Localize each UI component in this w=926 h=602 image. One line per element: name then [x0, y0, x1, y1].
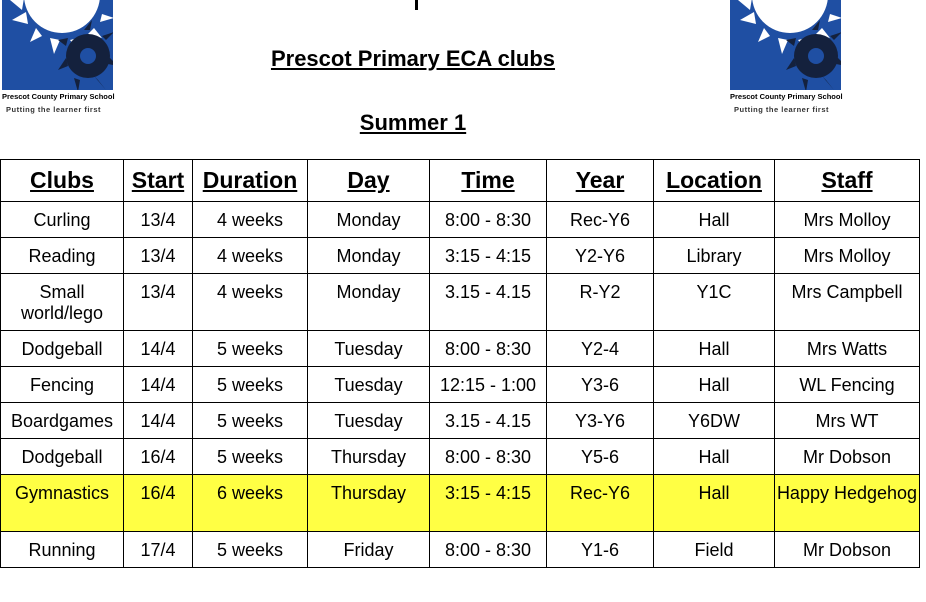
cell-location: Field: [654, 532, 775, 568]
cell-day: Tuesday: [308, 403, 430, 439]
cell-staff: WL Fencing: [775, 367, 920, 403]
cell-start: 13/4: [124, 202, 193, 238]
school-name: Prescot County Primary School: [730, 92, 843, 101]
cell-location: Hall: [654, 367, 775, 403]
cell-duration: 4 weeks: [193, 202, 308, 238]
cell-staff: Mr Dobson: [775, 532, 920, 568]
table-row-highlighted: [1, 475, 920, 532]
cell-location: Y6DW: [654, 403, 775, 439]
school-motto: Putting the learner first: [734, 105, 830, 114]
cell-year: Rec-Y6: [547, 475, 654, 532]
header-time: Time: [430, 160, 547, 202]
cell-club: Fencing: [1, 367, 124, 403]
cell-time: 8:00 - 8:30: [430, 202, 547, 238]
cell-year: Rec-Y6: [547, 202, 654, 238]
cell-club: Curling: [1, 202, 124, 238]
cell-year: Y1-6: [547, 532, 654, 568]
cell-location: Hall: [654, 202, 775, 238]
cell-start: 13/4: [124, 274, 193, 331]
cell-year: Y3-6: [547, 367, 654, 403]
cell-start: 13/4: [124, 238, 193, 274]
cell-staff: Mrs WT: [775, 403, 920, 439]
header-duration: Duration: [193, 160, 308, 202]
cell-day: Monday: [308, 238, 430, 274]
page-title: Prescot Primary ECA clubs: [270, 46, 556, 71]
cell-start: 16/4: [124, 439, 193, 475]
cell-staff: Happy Hedgehog: [775, 475, 920, 532]
header-clubs: Clubs: [1, 160, 124, 202]
cell-club: Boardgames: [1, 403, 124, 439]
cell-time: 3:15 - 4:15: [430, 475, 547, 532]
header-staff: Staff: [775, 160, 920, 202]
cell-location: Y1C: [654, 274, 775, 331]
cell-staff: Mrs Molloy: [775, 202, 920, 238]
cell-club: Dodgeball: [1, 331, 124, 367]
table-row: [1, 367, 920, 403]
cell-day: Friday: [308, 532, 430, 568]
text-cursor-mark: [415, 0, 418, 10]
cell-time: 8:00 - 8:30: [430, 439, 547, 475]
cell-year: Y5-6: [547, 439, 654, 475]
cell-location: Hall: [654, 331, 775, 367]
cell-club: Dodgeball: [1, 439, 124, 475]
cell-day: Monday: [308, 274, 430, 331]
cell-staff: Mr Dobson: [775, 439, 920, 475]
cell-year: Y2-4: [547, 331, 654, 367]
cell-start: 14/4: [124, 367, 193, 403]
cell-time: 8:00 - 8:30: [430, 331, 547, 367]
cell-year: Y3-Y6: [547, 403, 654, 439]
cell-time: 3:15 - 4:15: [430, 238, 547, 274]
cell-day: Tuesday: [308, 331, 430, 367]
cell-staff: Mrs Campbell: [775, 274, 920, 331]
table-row: [1, 403, 920, 439]
cell-day: Monday: [308, 202, 430, 238]
cell-time: 3.15 - 4.15: [430, 274, 547, 331]
sunburst-emblem-icon: [730, 0, 841, 90]
cell-location: Library: [654, 238, 775, 274]
school-motto: Putting the learner first: [6, 105, 102, 114]
cell-duration: 5 weeks: [193, 532, 308, 568]
school-name: Prescot County Primary School: [2, 92, 115, 101]
table-row: [1, 202, 920, 238]
cell-day: Thursday: [308, 475, 430, 532]
cell-club: Gymnastics: [1, 475, 124, 532]
cell-club: Small world/lego: [1, 274, 124, 331]
cell-staff: Mrs Molloy: [775, 238, 920, 274]
header-year: Year: [547, 160, 654, 202]
table-row: [1, 331, 920, 367]
term-subtitle: Summer 1: [359, 110, 467, 135]
table-row: [1, 532, 920, 568]
sunburst-emblem-icon: [2, 0, 113, 90]
table-header-row: [1, 160, 920, 202]
cell-time: 3.15 - 4.15: [430, 403, 547, 439]
cell-duration: 5 weeks: [193, 439, 308, 475]
cell-day: Thursday: [308, 439, 430, 475]
cell-day: Tuesday: [308, 367, 430, 403]
cell-duration: 5 weeks: [193, 367, 308, 403]
cell-club: Reading: [1, 238, 124, 274]
cell-time: 12:15 - 1:00: [430, 367, 547, 403]
cell-duration: 5 weeks: [193, 403, 308, 439]
cell-start: 17/4: [124, 532, 193, 568]
cell-duration: 4 weeks: [193, 274, 308, 331]
table-row: [1, 238, 920, 274]
cell-duration: 5 weeks: [193, 331, 308, 367]
cell-start: 16/4: [124, 475, 193, 532]
table-row: [1, 439, 920, 475]
header-location: Location: [654, 160, 775, 202]
cell-club: Running: [1, 532, 124, 568]
cell-staff: Mrs Watts: [775, 331, 920, 367]
header-start: Start: [124, 160, 193, 202]
cell-location: Hall: [654, 439, 775, 475]
cell-location: Hall: [654, 475, 775, 532]
cell-start: 14/4: [124, 403, 193, 439]
cell-year: R-Y2: [547, 274, 654, 331]
header-day: Day: [308, 160, 430, 202]
cell-year: Y2-Y6: [547, 238, 654, 274]
table-row: [1, 274, 920, 331]
cell-duration: 4 weeks: [193, 238, 308, 274]
cell-time: 8:00 - 8:30: [430, 532, 547, 568]
clubs-table: [0, 159, 920, 568]
cell-start: 14/4: [124, 331, 193, 367]
cell-duration: 6 weeks: [193, 475, 308, 532]
